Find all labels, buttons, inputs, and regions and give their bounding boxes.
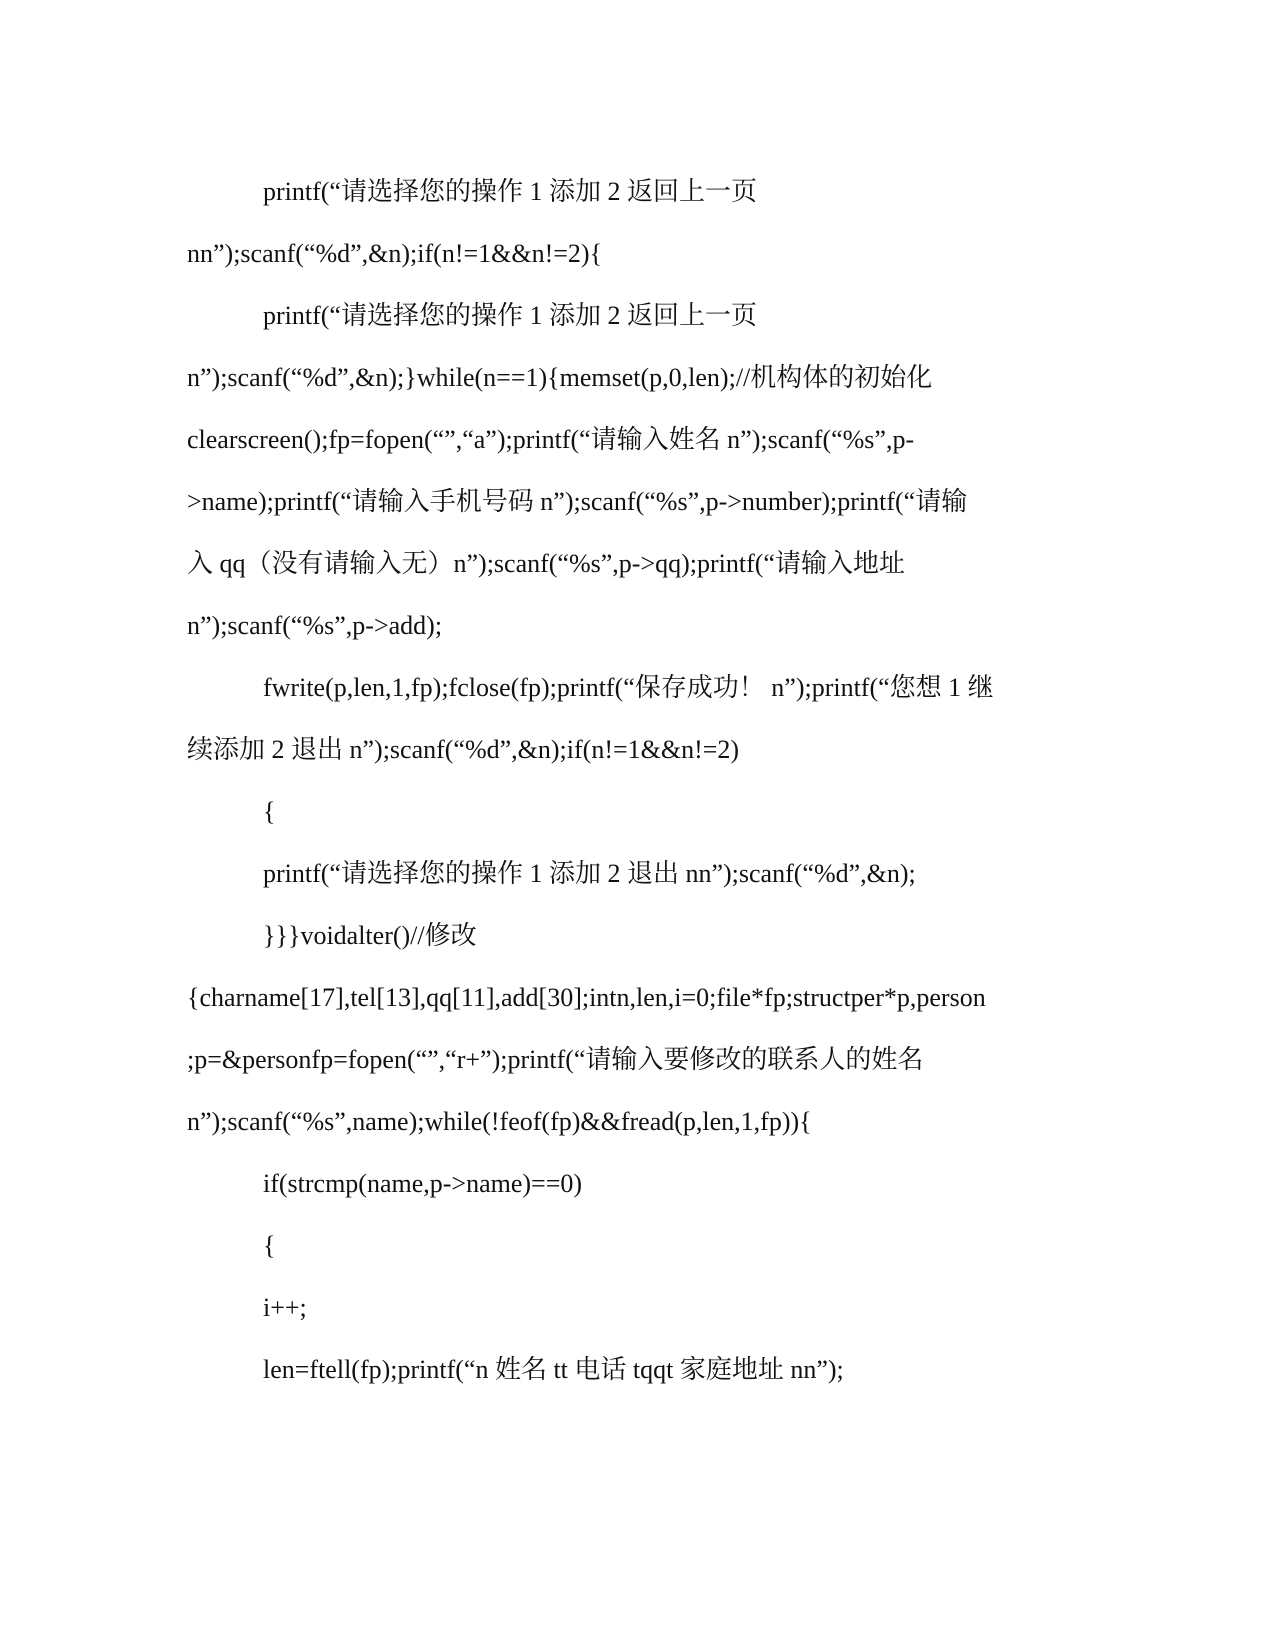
text-line: printf(“请选择您的操作 1 添加 2 返回上一页 [263,301,757,330]
text-line: { [263,797,276,826]
text-line: 续添加 2 退出 n”);scanf(“%d”,&n);if(n!=1&&n!=2) [187,735,740,764]
text-line: n”);scanf(“%s”,p->add); [187,611,443,640]
text-line: n”);scanf(“%d”,&n);}while(n==1){memset(p,0,len);//机构体的初始化 [187,363,933,392]
text-line: nn”);scanf(“%d”,&n);if(n!=1&&n!=2){ [187,239,603,268]
text-line: if(strcmp(name,p->name)==0) [263,1169,583,1198]
text-line: fwrite(p,len,1,fp);fclose(fp);printf(“保存成功！ n”);printf(“您想 1 继 [263,673,994,702]
text-line: {charname[17],tel[13],qq[11],add[30];intn,len,i=0;file*fp;structper*p,person [187,983,986,1012]
text-line: printf(“请选择您的操作 1 添加 2 返回上一页 [263,177,757,206]
text-line: }}}voidalter()//修改 [263,921,477,950]
text-line: ;p=&personfp=fopen(“”,“r+”);printf(“请输入要修改的联系人的姓名 [187,1045,924,1074]
text-line: 入 qq（没有请输入无）n”);scanf(“%s”,p->qq);printf(“请输入地址 [187,549,905,578]
text-line: n”);scanf(“%s”,name);while(!feof(fp)&&fread(p,len,1,fp)){ [187,1107,812,1136]
text-line: len=ftell(fp);printf(“n 姓名 tt 电话 tqqt 家庭地址 nn”); [263,1355,844,1384]
text-line: printf(“请选择您的操作 1 添加 2 退出 nn”);scanf(“%d”,&n); [263,859,916,888]
text-line: >name);printf(“请输入手机号码 n”);scanf(“%s”,p->number);printf(“请输 [187,487,968,516]
code-text-block [187,161,1087,1401]
text-line: i++; [263,1293,307,1322]
text-line: clearscreen();fp=fopen(“”,“a”);printf(“请输入姓名 n”);scanf(“%s”,p- [187,425,915,454]
text-line: { [263,1231,276,1260]
